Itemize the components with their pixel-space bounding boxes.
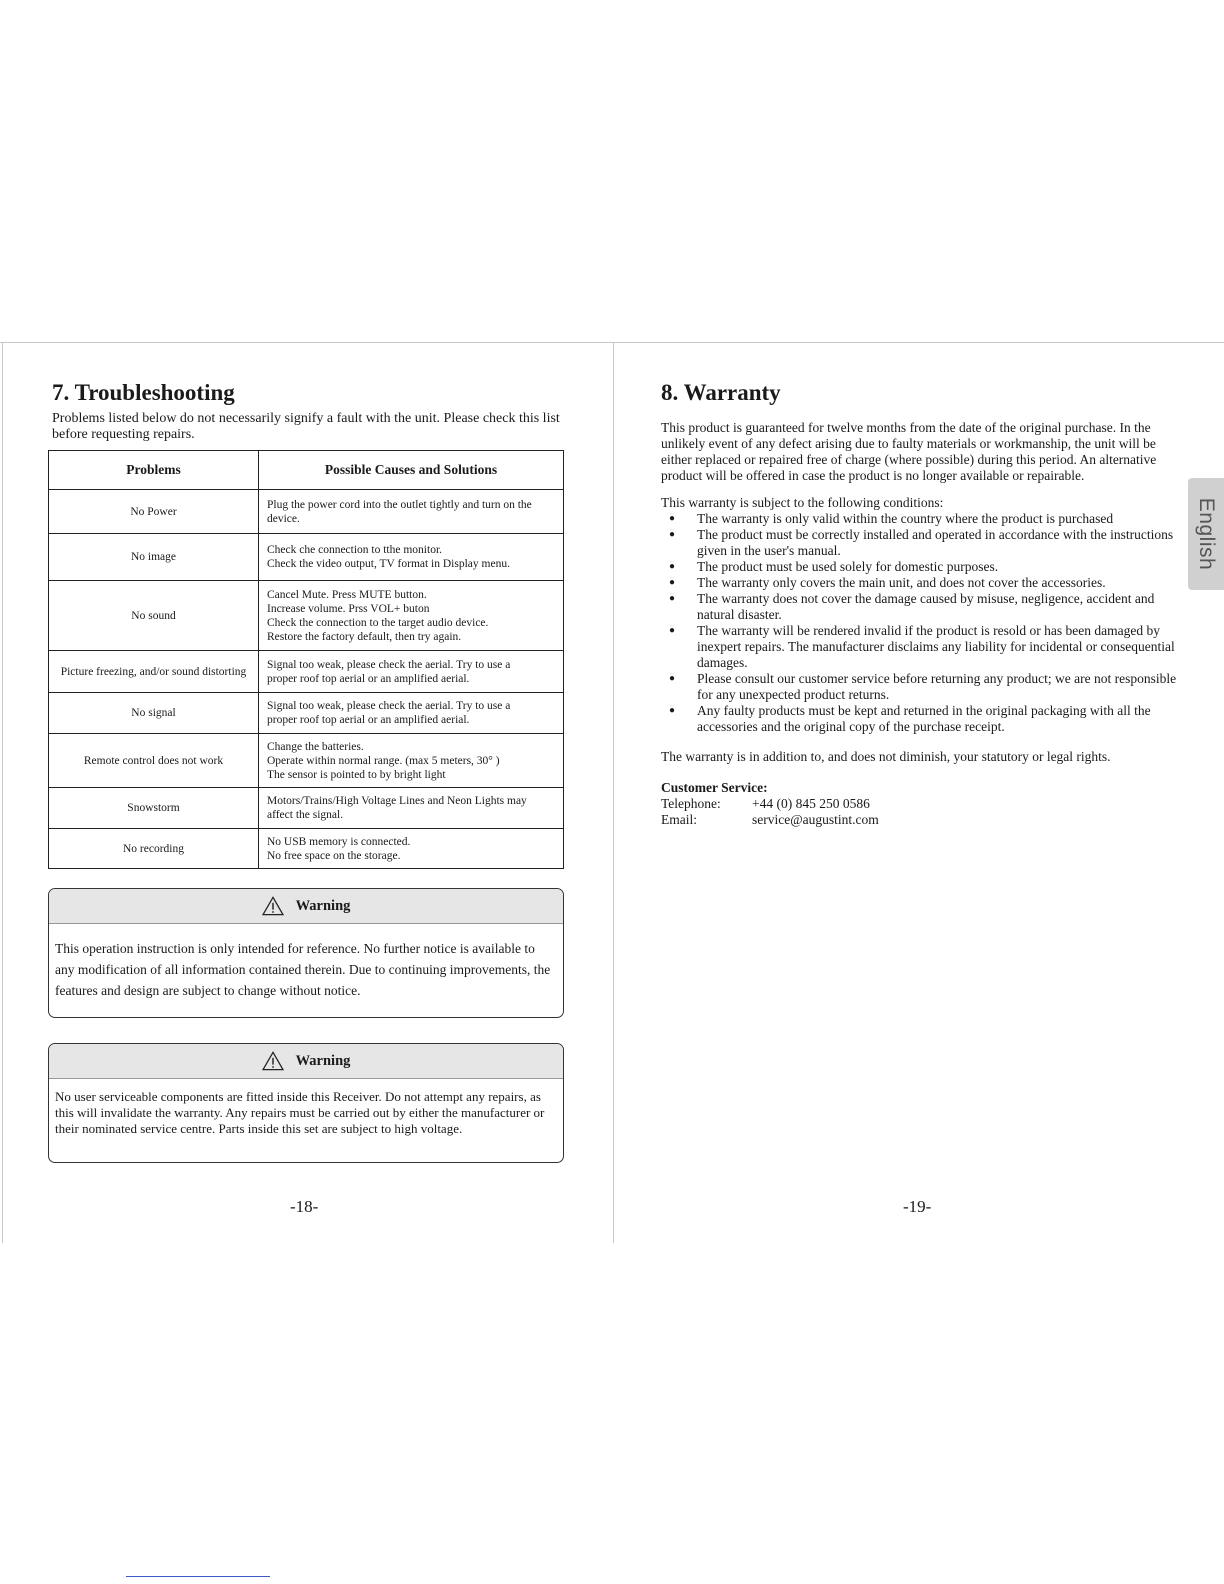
solution-line: Check the video output, TV format in Display menu. <box>267 558 510 570</box>
warranty-heading: 8. Warranty <box>661 380 781 405</box>
problem-cell: Remote control does not work <box>49 734 259 788</box>
warning-text: No user serviceable components are fitted inside this Receiver. Do not attempt any repairs, as this will invalidate the warranty. Any repairs must be carried out by either the manufacturer or their nominated service centre. Parts inside this set are subject to high voltage. <box>55 1089 545 1136</box>
list-item: ● Please consult our customer service before returning any product; we are not responsible for any unexpected product returns. <box>661 671 1181 703</box>
language-tab-label: English <box>1195 497 1218 571</box>
table-row <box>49 581 564 651</box>
solution-line: Signal too weak, please check the aerial. Try to use a <box>267 658 511 671</box>
statutory-rights-note: The warranty is in addition to, and does not diminish, your statutory or legal rights. <box>661 749 1111 764</box>
solution-cell <box>259 829 564 869</box>
solution-line: The sensor is pointed to by bright light <box>267 768 446 781</box>
page-left-edge <box>2 343 3 1243</box>
solution-line: Restore the factory default, then try again. <box>267 630 462 643</box>
solution-line: proper roof top aerial or an amplified aerial. <box>267 714 470 726</box>
warranty-conditions-list <box>661 511 1181 735</box>
warning-triangle-icon <box>262 1051 284 1071</box>
list-item: ● The warranty only covers the main unit, and does not cover the accessories. <box>661 575 1181 591</box>
solution-line: affect the signal. <box>267 809 344 821</box>
table-row <box>49 734 564 788</box>
solution-line: proper roof top aerial or an amplified aerial. <box>267 672 470 685</box>
solution-line: Increase volume. Prss VOL+ buton <box>267 602 430 615</box>
solution-cell <box>259 651 564 693</box>
solution-cell <box>259 788 564 829</box>
underline-mark <box>126 1576 270 1577</box>
page-number-left: -18- <box>290 1197 319 1216</box>
table-row <box>49 693 564 734</box>
list-item: ● The warranty is only valid within the country where the product is purchased <box>661 511 1181 527</box>
solution-line: Check the connection to the target audio device. <box>267 616 489 629</box>
solution-line: Operate within normal range. (max 5 meters, 30° ) <box>267 754 500 767</box>
table-header-row <box>49 451 564 490</box>
warning-triangle-icon <box>262 896 284 916</box>
table-row <box>49 534 564 581</box>
solution-line: Signal too weak, please check the aerial. Try to use a <box>267 700 511 712</box>
problem-cell: Picture freezing, and/or sound distorting <box>49 651 259 693</box>
header-problems: Problems <box>49 451 259 490</box>
table-row <box>49 788 564 829</box>
problem-cell: No signal <box>49 693 259 734</box>
solution-cell <box>259 693 564 734</box>
solution-cell <box>259 581 564 651</box>
page-spine-divider <box>613 343 614 1243</box>
solution-cell <box>259 534 564 581</box>
list-item: ● The warranty does not cover the damage caused by misuse, negligence, accident and natural disaster. <box>661 591 1181 623</box>
list-item: ● Any faulty products must be kept and returned in the original packaging with all the accessories and the original copy of the purchase receipt. <box>661 703 1181 735</box>
solution-line: No free space on the storage. <box>267 849 401 862</box>
solution-line: Cancel Mute. Press MUTE button. <box>267 588 427 601</box>
telephone-label: Telephone: <box>661 796 721 811</box>
list-item: ● The product must be correctly installed and operated in accordance with the instructions given in the user's manual. <box>661 527 1181 559</box>
solution-line: Plug the power cord into the outlet tightly and turn on the <box>267 498 532 511</box>
warning-title: Warning <box>295 897 351 914</box>
solution-line: No USB memory is connected. <box>267 835 411 848</box>
table-row <box>49 490 564 534</box>
header-solutions: Possible Causes and Solutions <box>259 451 564 490</box>
problem-cell: No sound <box>49 581 259 651</box>
solution-line: Check che connection to tthe monitor. <box>267 544 443 556</box>
table-row <box>49 829 564 869</box>
page-number-right: -19- <box>903 1197 932 1216</box>
warranty-conditions-intro: This warranty is subject to the following conditions: <box>661 495 944 510</box>
list-item: ● The product must be used solely for domestic purposes. <box>661 559 1181 575</box>
customer-service-title: Customer Service: <box>661 780 768 795</box>
warning-text: This operation instruction is only intended for reference. No further notice is available to any modification of all information contained therein. Due to continuing improvements, the features and design are subject to change without notice. <box>55 941 551 998</box>
page-top-edge <box>0 342 1224 343</box>
troubleshooting-intro: Problems listed below do not necessarily signify a fault with the unit. Please check this list before requesting repairs. <box>52 411 560 442</box>
warranty-guarantee-text: This product is guaranteed for twelve months from the date of the original purchase. In the unlikely event of any defect arising due to faulty materials or workmanship, the unit will be either replaced or repaired free of charge (where possible) during this period. An alternative product will be offered in case the product is no longer available or repairable. <box>661 420 1157 483</box>
email-value: service@augustint.com <box>752 812 879 827</box>
problem-cell: No Power <box>49 490 259 534</box>
warning-title: Warning <box>295 1052 351 1069</box>
list-item: ● The warranty will be rendered invalid if the product is resold or has been damaged by inexpert repairs. The manufacturer disclaims any liability for incidental or consequential damages. <box>661 623 1181 671</box>
warning-box-reference <box>48 888 564 1018</box>
email-label: Email: <box>661 812 697 827</box>
solution-cell <box>259 490 564 534</box>
solution-cell <box>259 734 564 788</box>
warning-header <box>49 1044 563 1079</box>
warning-box-repairs <box>48 1043 564 1163</box>
problem-cell: No image <box>49 534 259 581</box>
customer-service-telephone <box>661 796 870 812</box>
problem-cell: Snowstorm <box>49 788 259 829</box>
solution-line: Motors/Trains/High Voltage Lines and Neon Lights may <box>267 795 527 807</box>
table-row <box>49 651 564 693</box>
solution-line: device. <box>267 512 300 525</box>
problem-cell: No recording <box>49 829 259 869</box>
warning-header <box>49 889 563 924</box>
troubleshooting-table <box>48 450 564 869</box>
solution-line: Change the batteries. <box>267 740 364 753</box>
language-side-tab <box>1188 478 1224 590</box>
customer-service-email <box>661 812 879 828</box>
troubleshooting-heading: 7. Troubleshooting <box>52 380 235 405</box>
telephone-value: +44 (0) 845 250 0586 <box>752 796 870 811</box>
